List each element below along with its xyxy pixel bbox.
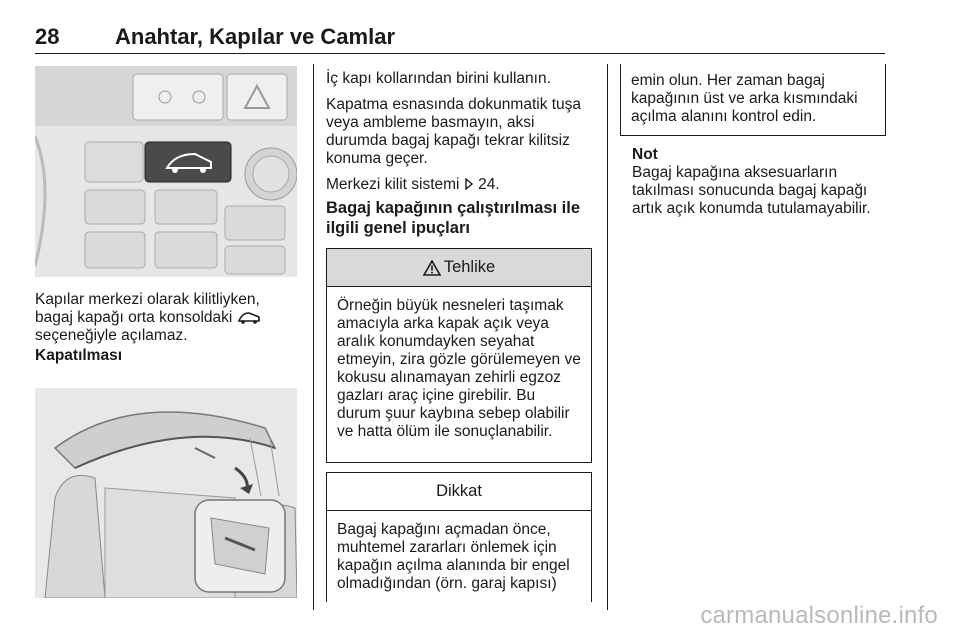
caption-line-3: seçeneğiyle açılamaz.	[35, 327, 188, 344]
xref-label: Merkezi kilit sistemi	[326, 176, 460, 193]
note-title: Not	[632, 146, 658, 163]
page-number: 28	[35, 24, 60, 49]
note-body: Bagaj kapağına aksesuarların takılması sonucunda bagaj kapağı artık açık konumda tutulamayabilir.	[632, 164, 871, 217]
paragraph-closing-warning: Kapatma esnasında dokunmatik tuşa veya ambleme basmayın, aksi durumda bagaj kapağı tekrar kilitsiz konuma geçer.	[326, 96, 582, 167]
section-heading-line-2: ilgili genel ipuçları	[326, 219, 470, 237]
xref-page[interactable]: 24.	[478, 176, 500, 193]
column-divider-left	[313, 64, 314, 610]
xref-arrow-icon[interactable]	[464, 176, 478, 193]
watermark: carmanualsonline.info	[700, 602, 938, 629]
caution-box-continued	[620, 64, 886, 136]
console-caption	[35, 291, 305, 345]
closing-subheading: Kapatılması	[35, 347, 123, 364]
danger-box	[326, 248, 592, 463]
page-header	[35, 20, 885, 54]
paragraph-door-handle: İç kapı kollarından birini kullanın.	[326, 70, 551, 87]
section-heading-line-1: Bagaj kapağının çalıştırılması ile	[326, 199, 581, 217]
caution-box	[326, 472, 592, 602]
section-heading	[326, 198, 596, 238]
paragraph-xref	[326, 176, 594, 194]
warning-triangle-icon	[423, 260, 441, 276]
caution-box-body: Bagaj kapağını açmadan önce, muhtemel zararları önlemek için kapağın açılma alanında bir engel olmadığından (örn. garaj kapısı)	[337, 521, 570, 592]
danger-box-body: Örneğin büyük nesneleri taşımak amacıyla arka kapak açık veya aralık konumdayken seyahat etmeyin, zira gözle görülemeyen ve kokusu alınamayan zehirli egzoz gazları araç içine girebilir. Bu durum şuur kaybına sebep olabilir ve hatta ölüm ile sonuçlanabilir.	[337, 297, 581, 440]
column-divider-right	[607, 64, 608, 610]
caution-box-header	[327, 473, 591, 511]
tailgate-figure	[35, 388, 297, 598]
car-tailgate-icon	[237, 309, 261, 326]
caption-line-2: bagaj kapağı orta konsoldaki	[35, 309, 233, 326]
caption-line-2-wrap	[35, 309, 305, 327]
console-buttons-figure	[35, 66, 297, 277]
caution-box-title: Dikkat	[436, 482, 482, 500]
chapter-title: Anahtar, Kapılar ve Camlar	[115, 24, 396, 49]
danger-box-title: Tehlike	[443, 258, 496, 276]
middle-intro-text	[326, 70, 594, 202]
caption-line-1: Kapılar merkezi olarak kilitliyken,	[35, 291, 260, 308]
danger-box-header	[327, 249, 591, 287]
caution-box-continued-body: emin olun. Her zaman bagaj kapağının üst ve arka kısmındaki açılma alanını kontrol edin.	[631, 72, 858, 125]
